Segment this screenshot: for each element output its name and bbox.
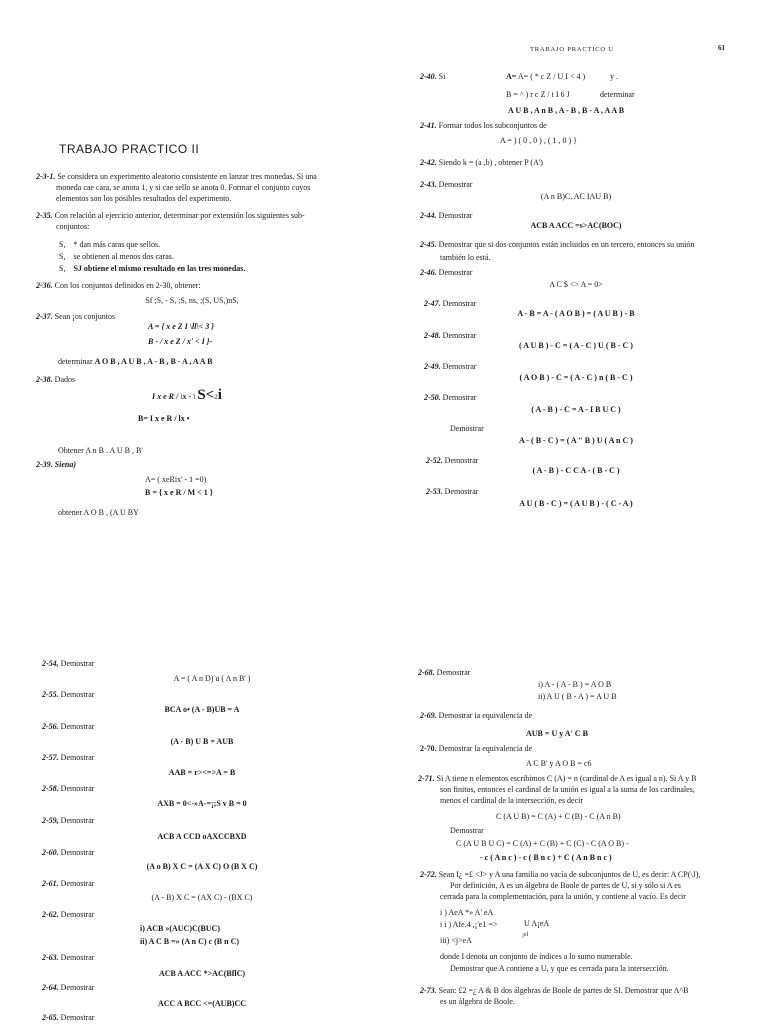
formula: AAB = r><=>A = B — [168, 768, 236, 777]
exercise-text: 2-46. Demostrar — [420, 268, 473, 277]
formula: ( A - B ) - C C A - ( B - C ) — [532, 466, 620, 475]
exercise-text: conjuntos: — [56, 222, 90, 231]
top-right-column — [384, 0, 768, 512]
formula: ACC A BCC <=(AUB)CC — [157, 999, 246, 1008]
exercise-text: 2-54, Demostrar — [42, 659, 95, 668]
exercise-text: 2-70. Demostrar la equivalencia de — [420, 744, 533, 753]
formula: B - / x e Z / x' < I }- — [148, 337, 213, 346]
formula: A - B = A - ( A O B ) = ( A U B ) - B — [517, 309, 635, 318]
formula: BCA o• (A - B)UB = A — [164, 705, 240, 714]
exercise-text: Por definición, A es un álgebra de Boole de partes de U, si y sólo si A es — [450, 881, 681, 890]
exercise-text: 2-68. Demostrar — [418, 668, 471, 677]
formula: A = ) ( 0 , 0 ) , ( 1 , 0 ) } — [500, 136, 578, 145]
formula: B= I x e R / lx • — [138, 414, 190, 423]
formula: i ) AeA *» A' eA — [440, 908, 494, 917]
exercise-text: 2-37. Sean ¡os conjuntos — [36, 312, 116, 321]
formula: AUB = U y A' C B — [526, 729, 588, 738]
exercise-text: 2-69. Demostrar ia equivalencia de — [420, 711, 533, 720]
formula: A = ( A n D) u ( A n B' ) — [173, 674, 251, 683]
exercise-text: Demostrar — [450, 826, 484, 835]
page-title: TRABAJO PRACTICO II — [59, 142, 200, 156]
formula: ( A U B ) - C = ( A - C ) U ( B - C ) — [519, 341, 633, 350]
exercise-text: 2-62. Demostrar — [42, 910, 95, 919]
formula: A= A= ( * c Z / U I < 4 ) — [506, 72, 586, 81]
exercise-text: 2-73. Sean: £2 =¿ A & B dos álgebras de Boole de partes de SI. Demostrar que A^B — [420, 986, 689, 995]
exercise-text: 2-55. Demostrar — [42, 690, 95, 699]
exercise-text: 2-36. Con los conjuntos definidos en 2-30, obtener: — [36, 281, 201, 290]
exercise-text: 2-64. Demostrar — [42, 983, 95, 992]
exercise-text: también lo está. — [440, 253, 491, 262]
formula: A U B , A n B , A - B , B - A , A A B — [508, 106, 625, 115]
exercise-text: 2-52. Demostrar — [426, 456, 479, 465]
exercise-text: Demostrar que A contiene a U, y que es cerrada para la intersección. — [450, 964, 669, 973]
exercise-text: 2-60. Demostrar — [42, 848, 95, 857]
exercise-text: 2-56. Demostrar — [42, 722, 95, 731]
formula: A - ( B - C ) = ( A " B ) U ( A n C ) — [519, 436, 633, 445]
subset-item: S, * dan más caras que sellos. — [59, 240, 161, 249]
exercise-text: 2-53. Demostrar — [426, 487, 479, 496]
bottom-left-column — [0, 512, 384, 1024]
formula: y . — [610, 72, 618, 81]
exercise-text: 2-42. Siendo k = (a ,b) , obtener P (A') — [420, 158, 543, 167]
formula: (A - B) X C = (AX C) - (BX C) — [151, 893, 253, 902]
exercise-text: Demostrar — [450, 424, 484, 433]
exercise-text: 2-65. Demostrar — [42, 1013, 95, 1022]
exercise-text: 2-57. Demostrar — [42, 753, 95, 762]
formula: - c ( A n c ) - c ( B n c ) + C ( A n B n c ) — [480, 853, 612, 862]
formula: iii) <j>eA — [440, 936, 472, 945]
formula: A = { x e Z I \ll\< 3 } — [148, 322, 215, 331]
formula: ¡el — [522, 932, 529, 938]
formula: A U ( B - C ) = ( A U B ) - ( C - A ) — [519, 499, 633, 508]
exercise-text: determinar A O B , A U B , A - B , B - A , A A B — [58, 357, 213, 366]
exercise-text: 2-35. Con relación al ejercicio anterior, determinar por extensión los siguientes sub- — [36, 211, 305, 220]
exercise-text: cerrada para la complementación, para la unión, y contiene al vacío. Es decir — [440, 892, 686, 901]
formula: C (A U B U C) = C (A) + C (B) + C (C) - C (A O B) - — [456, 839, 629, 848]
formula: (A o B) X C = (A X C) O (B X C) — [146, 862, 258, 871]
formula: (A n B)C. AC IAU B) — [540, 192, 612, 201]
exercise-text: es un álgebra de Boole. — [440, 997, 515, 1006]
formula: i) ACB »(AUC)C(BUC) — [140, 924, 220, 933]
exercise-text: 2-47. Demostrar — [424, 299, 477, 308]
subset-item: S, SJ obtiene el mismo resultado en las tres monedas. — [59, 264, 246, 273]
formula: A= ( xeRix' - 1 =0) — [145, 475, 207, 484]
exercise-text: moneda cae cara, se anota 1, y si cae sello se anota 0. Formar el conjunto cuyos — [56, 183, 311, 192]
exercise-text: donde I denota un conjunto de índices a lo sumo numerable. — [440, 952, 633, 961]
formula: ii) A U ( B - A ) = A U B — [538, 692, 617, 701]
formula: A C B' y A O B = c6 — [526, 759, 592, 768]
running-header: TRABAJO PRACTICO U — [530, 46, 614, 53]
formula: C (A U B) = C (A) + C (B) - C (A n B) — [496, 812, 621, 821]
bottom-right-column — [384, 512, 768, 1024]
exercise-text: determinar — [600, 90, 635, 99]
exercise-text: 2-43. Demostrar — [420, 180, 473, 189]
formula: ( A - B ) - C = A - I B U C ) — [531, 405, 621, 414]
formula: B = { x e R / M < 1 } — [145, 488, 213, 497]
formula: U A¡eA — [524, 919, 550, 928]
formula: B = ^ ) r c Z / t I 6 J — [506, 90, 570, 99]
formula: A C $ <> A = 0> — [549, 280, 603, 289]
subset-item: S, se obtienen al menos dos caras. — [59, 252, 174, 261]
exercise-text: son finitos, entonces el cardinal de la unión es igual a la suma de los cardinales, — [440, 785, 695, 794]
exercise-text: 2-40. Si — [420, 72, 446, 81]
formula: ACB A ACC =s>AC(BOC) — [530, 221, 622, 230]
formula: ACB A CCD oAXCCBXD — [157, 832, 247, 841]
exercise-text: 2-50. Demostrar — [424, 393, 477, 402]
formula: i) A - ( A - B ) = A O B — [538, 680, 612, 689]
exercise-text: 2-49. Demostrar — [424, 362, 477, 371]
formula: Sf ;S, - S, ;S, ns, ;(S, US,)nS, — [145, 296, 239, 305]
exercise-text: 2-61. Demostrar — [42, 879, 95, 888]
exercise-text: 2-58. Demostrar — [42, 784, 95, 793]
exercise-text: 2-71. Si A tiene n elementos escribimos C (A) = n (cardinal de A es igual a n). Si A y B — [418, 774, 697, 783]
bottom-page — [0, 512, 768, 1024]
exercise-text: 2-72. Sean I¿ =£ <J> y A una familia no vacía de subconjuntos de U, es decir: A CP(\J), — [420, 870, 701, 879]
page-number: 61 — [718, 44, 725, 52]
formula: ( A O B ) - C = ( A - C ) n ( B - C ) — [519, 373, 633, 382]
top-left-column — [0, 0, 384, 512]
exercise-text: menos el cardinal de la intersección, es decir — [440, 796, 584, 805]
exercise-text: 2-45. Demostrar que si dos conjuntos están incluidos en un tercero, entonces su unión — [420, 240, 695, 249]
formula: (A - B) U B = AUB — [170, 737, 234, 746]
exercise-text: 2-41. Formar todos los subconjuntos de — [420, 121, 547, 130]
formula: ACB A ACC *>AC(BflC) — [158, 969, 246, 978]
exercise-text: 2-39. Siena) — [36, 460, 77, 469]
exercise-text: Obtener A n B . A U B , B' — [58, 446, 143, 455]
formula: i i ) Afe.4 ,¡'e1 => — [440, 920, 498, 929]
formula: AXB = 0<-»A-=¡;S v B = 0 — [157, 799, 247, 808]
formula: ii) A C B =» (A n C) c (B n C) — [140, 937, 240, 946]
exercise-text: 2-3-1. Se considera un experimento aleatorio consistente en lanzar tres monedas. Si una — [36, 172, 317, 181]
exercise-text: 2-59, Demostrar — [42, 816, 95, 825]
exercise-text: 2-38. Dados — [36, 375, 76, 384]
exercise-text: 2-63. Demostrar — [42, 953, 95, 962]
exercise-text: elementos son los posibles resultados del experimento. — [56, 194, 232, 203]
exercise-text: obtener A O B , (A U BY — [58, 508, 139, 517]
formula: I x e R / \x - \ S<2i — [152, 387, 222, 403]
exercise-text: 2-48. Demostrar — [424, 331, 477, 340]
exercise-text: 2-44. Demostrar — [420, 211, 473, 220]
